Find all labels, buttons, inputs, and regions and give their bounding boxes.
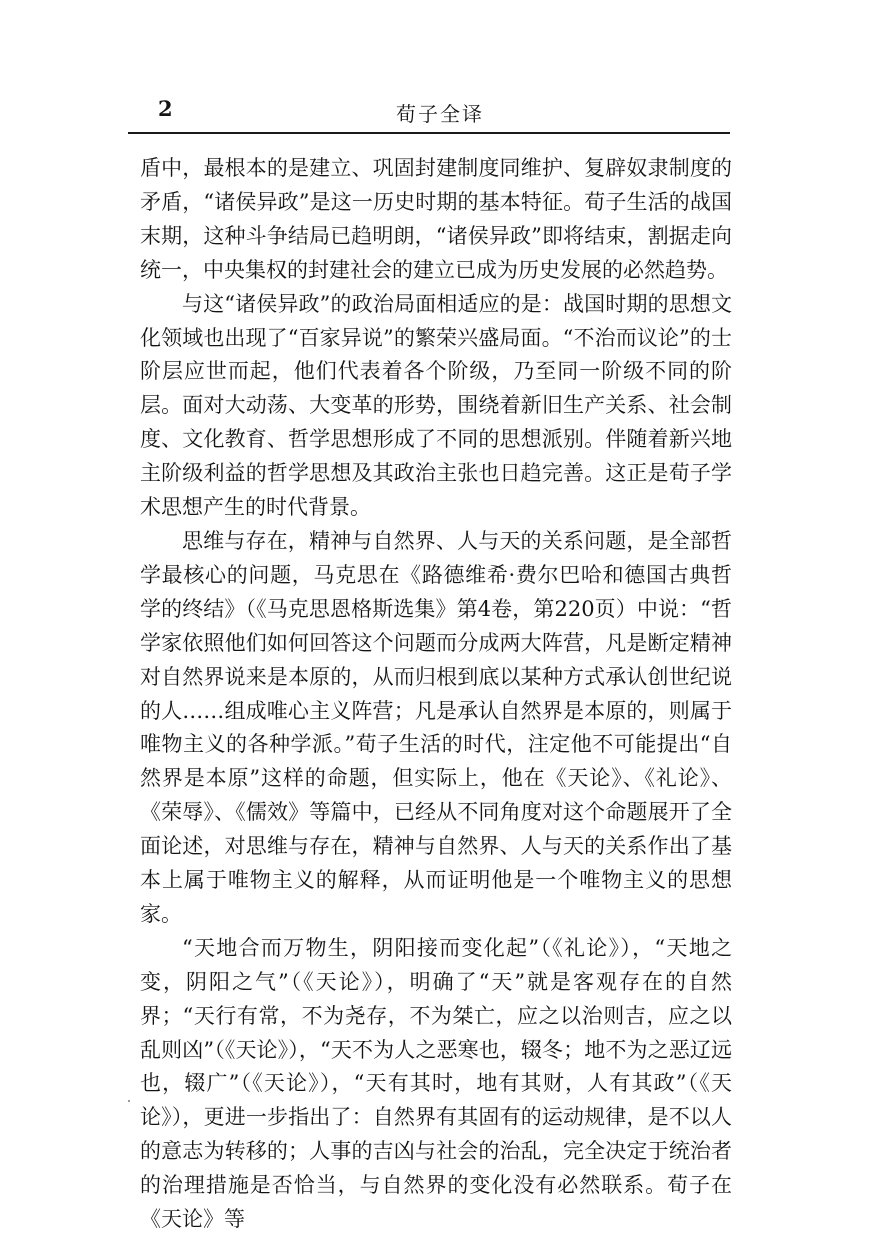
header-rule [128,132,730,134]
page-header [128,96,730,130]
paragraph-1: 盾中，最根本的是建立、巩固封建制度同维护、复辟奴隶制度的矛盾，“诸侯异政”是这一历史时期的基本特征。荀子生活的战国末期，这种斗争结局已趋明朗，“诸侯异政”即将结束，割据走向统一，中央集权的封建社会的建立已成为历史发展的必然趋势。 [140,156,732,282]
running-title: 荀子全译 [396,102,484,126]
page-number: 2 [158,96,173,121]
paragraph-2: 与这“诸侯异政”的政治局面相适应的是：战国时期的思想文化领域也出现了“百家异说”的繁荣兴盛局面。“不治而议论”的士阶层应世而起，他们代表着各个阶级，乃至同一阶级不同的阶层。面对大动荡、大变革的形势，围绕着新旧生产关系、社会制度、文化教育、哲学思想形成了不同的思想派别。伴随着新兴地主阶级利益的哲学思想及其政治主张也日趋完善。这正是荀子学术思想产生的时代背景。 [140,291,732,520]
body-text [140,152,732,1237]
paragraph-3: 思维与存在，精神与自然界、人与天的关系问题，是全部哲学最核心的问题，马克思在《路德维希·费尔巴哈和德国古典哲学的终结》（《马克思恩格斯选集》第4卷，第220页）中说：“哲学家依照他们如何回答这个问题而分成两大阵营，凡是断定精神对自然界说来是本原的，从而归根到底以某种方式承认创世纪说的人……组成唯心主义阵营；凡是承认自然界是本原的，则属于唯物主义的各种学派。”荀子生活的时代，注定他不可能提出“自然界是本原”这样的命题，但实际上，他在《天论》、《礼论》、《荣辱》、《儒效》等篇中，已经从不同角度对这个命题展开了全面论述，对思维与存在，精神与自然界、人与天的关系作出了基本上属于唯物主义的解释，从而证明他是一个唯物主义的思想家。 [140,528,732,926]
paragraph-4: “天地合而万物生，阴阳接而变化起”（《礼论》），“天地之变，阴阳之气”（《天论》），明确了“天”就是客观存在的自然界；“天行有常，不为尧存，不为桀亡，应之以治则吉，应之以乱则凶”（《天论》），“天不为人之恶寒也，辍冬；地不为之恶辽远也，辍广”（《天论》），“天有其时，地有其财，人有其政”（《天论》），更进一步指出了：自然界有其固有的运动规律，是不以人的意志为转移的；人事的吉凶与社会的治乱，完全决定于统治者的治理措施是否恰当，与自然界的变化没有必然联系。荀子在《天论》等 [140,935,732,1232]
scan-speck [128,1100,130,1102]
